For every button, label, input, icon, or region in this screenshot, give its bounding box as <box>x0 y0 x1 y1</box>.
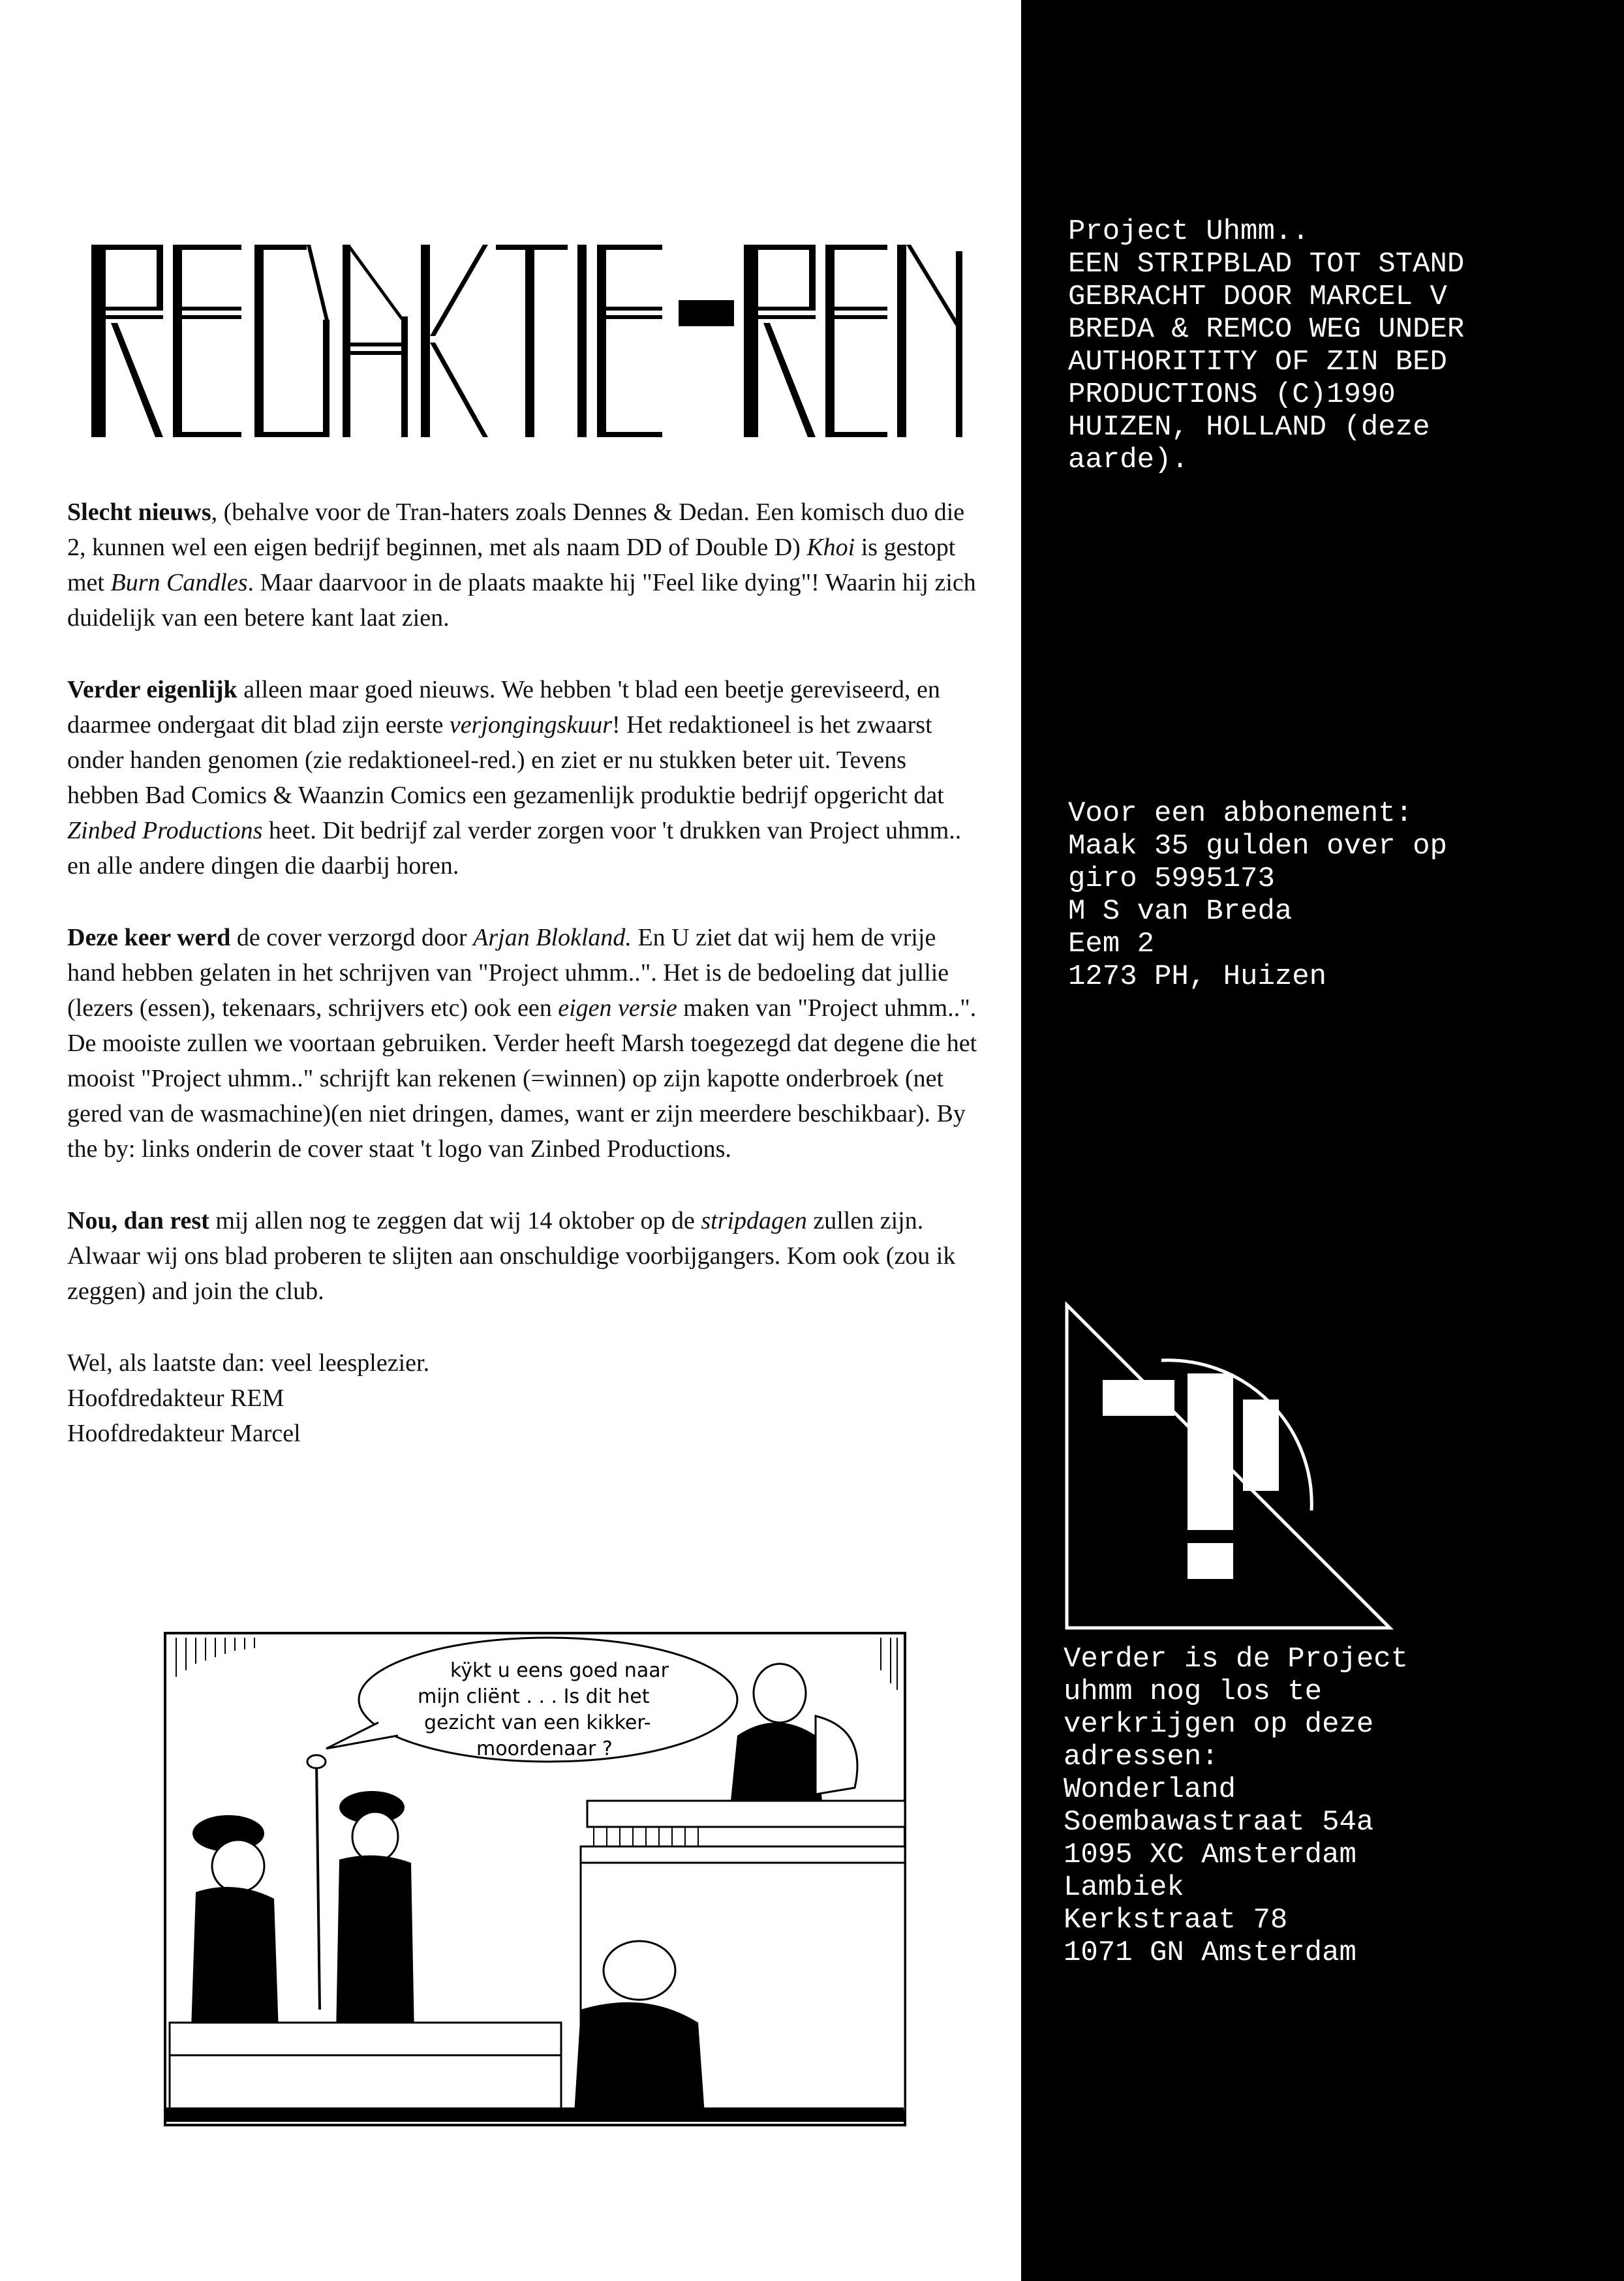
subscription-text: Voor een abbonement: Maak 35 gulden over op giro 5995173 M S van Breda Eem 2 1273 PH, Huizen <box>1068 797 1447 993</box>
editorial-text <box>67 495 977 1451</box>
balloon-line-2: mijn cliënt . . . Is dit het <box>418 1685 650 1708</box>
closing-line: Wel, als laatste dan: veel leesplezier. <box>67 1349 430 1377</box>
balloon-line-3: gezicht van een kikker- <box>424 1711 651 1734</box>
paragraph-4: Nou, dan rest mij allen nog te zeggen dat wij 14 oktober op de stripdagen zullen zijn. Alwaar wij ons blad proberen te slijten aan onschuldige voorbijgangers. Kom ook (zou ik zeggen) and join the club. <box>67 1207 956 1305</box>
paragraph-3: Deze keer werd de cover verzorgd door Arjan Blokland. En U ziet dat wij hem de vrije hand hebben gelaten in het schrijven van "Project uhmm..". Het is de bedoeling dat jullie (lezers (essen), tekenaars, schrijvers etc) ook een eigen versie maken van "Project uhmm..". De mooiste zullen we voortaan gebruiken. Verder heeft Marsh toegezegd dat degene die het mooist "Project uhmm.." schrijft kan rekenen (=winnen) op zijn kapotte onderbroek (net gered van de wasmachine)(en niet dringen, dames, want er zijn meerdere beschikbaar). By the by: links onderin de cover staat 't logo van Zinbed Productions. <box>67 924 977 1163</box>
addresses-text: Verder is de Project uhmm nog los te verkrijgen op deze adressen: Wonderland Soembawastraat 54a 1095 XC Amsterdam Lambiek Kerkstraat 78 1071 GN Amsterdam <box>1064 1643 1409 1969</box>
signature-marcel: Hoofdredakteur Marcel <box>67 1420 301 1447</box>
title-lettering <box>91 245 966 440</box>
comic-panel <box>163 1631 907 2127</box>
paragraph-2: Verder eigenlijk alleen maar goed nieuws. We hebben 't blad een beetje gereviseerd, en daarmee ondergaat dit blad zijn eerste verjongingskuur! Het redaktioneel is het zwaarst onder handen genomen (zie redaktioneel-red.) en ziet er nu stukken beter uit. Tevens hebben Bad Comics & Waanzin Comics een gezamenlijk produktie bedrijf opgericht dat Zinbed Productions heet. Dit bedrijf zal verder zorgen voor 't drukken van Project uhmm.. en alle andere dingen die daarbij horen. <box>67 676 962 880</box>
sidebar <box>1021 0 1624 2281</box>
colophon-text: Project Uhmm.. EEN STRIPBLAD TOT STAND GEBRACHT DOOR MARCEL V BREDA & REMCO WEG UNDER AUTHORITITY OF ZIN BED PRODUCTIONS (C)1990 HUIZEN, HOLLAND (deze aarde). <box>1068 215 1465 476</box>
balloon-line-4: moordenaar ? <box>476 1738 613 1760</box>
balloon-line-1: kÿkt u eens goed naar <box>450 1659 669 1682</box>
signature-rem: Hoofdredakteur REM <box>67 1385 284 1412</box>
zinbed-logo-icon <box>1064 1302 1403 1641</box>
paragraph-1: Slecht nieuws, (behalve voor de Tran-haters zoals Dennes & Dedan. Een komisch duo die 2, kunnen wel een eigen bedrijf beginnen, met als naam DD of Double D) Khoi is gestopt met Burn Candles. Maar daarvoor in de plaats maakte hij "Feel like dying"! Waarin hij zich duidelijk van een betere kant laat zien. <box>67 498 976 632</box>
